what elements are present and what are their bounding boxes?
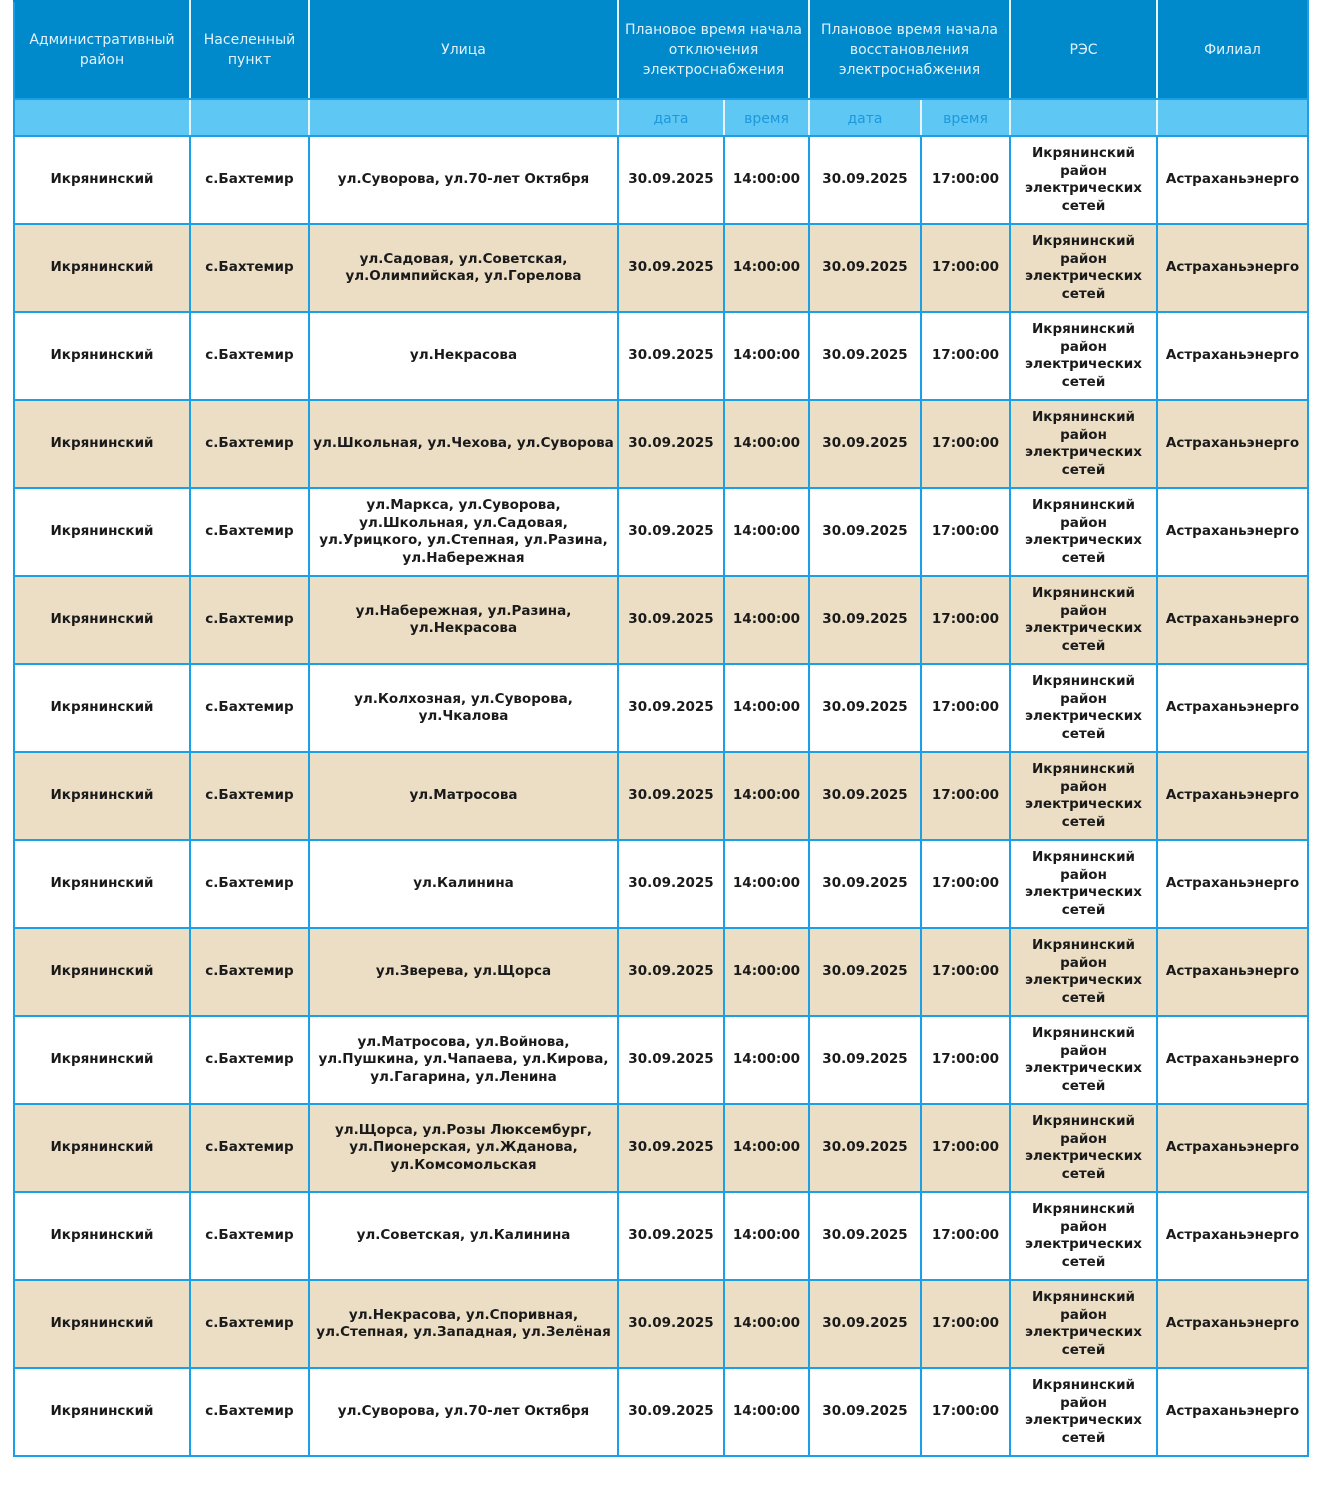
cell-street: ул.Калинина [309, 840, 618, 928]
cell-restore-date: 30.09.2025 [809, 1016, 921, 1104]
cell-outage-time: 14:00:00 [724, 664, 809, 752]
cell-outage-time: 14:00:00 [724, 224, 809, 312]
cell-street: ул.Школьная, ул.Чехова, ул.Суворова [309, 400, 618, 488]
cell-restore-date: 30.09.2025 [809, 224, 921, 312]
cell-res: Икрянинский район электрических сетей [1010, 840, 1157, 928]
cell-branch: Астраханьэнерго [1157, 1368, 1308, 1456]
cell-branch: Астраханьэнерго [1157, 312, 1308, 400]
cell-outage-date: 30.09.2025 [618, 400, 724, 488]
cell-settlement: с.Бахтемир [190, 136, 309, 224]
cell-restore-time: 17:00:00 [921, 840, 1010, 928]
subheader-outage-time: время [724, 99, 809, 136]
cell-res: Икрянинский район электрических сетей [1010, 400, 1157, 488]
cell-res: Икрянинский район электрических сетей [1010, 576, 1157, 664]
cell-restore-date: 30.09.2025 [809, 400, 921, 488]
table-row [14, 136, 1308, 224]
subheader-empty [1010, 99, 1157, 136]
subheader-empty [190, 99, 309, 136]
cell-district: Икрянинский [14, 400, 190, 488]
cell-restore-time: 17:00:00 [921, 1368, 1010, 1456]
cell-outage-date: 30.09.2025 [618, 312, 724, 400]
cell-outage-time: 14:00:00 [724, 840, 809, 928]
cell-settlement: с.Бахтемир [190, 840, 309, 928]
cell-restore-date: 30.09.2025 [809, 488, 921, 576]
cell-settlement: с.Бахтемир [190, 1280, 309, 1368]
cell-outage-time: 14:00:00 [724, 1280, 809, 1368]
cell-street: ул.Щорса, ул.Розы Люксембург, ул.Пионерская, ул.Жданова, ул.Комсомольская [309, 1104, 618, 1192]
cell-outage-date: 30.09.2025 [618, 752, 724, 840]
cell-outage-date: 30.09.2025 [618, 1368, 724, 1456]
header-res: РЭС [1010, 1, 1157, 99]
cell-restore-time: 17:00:00 [921, 1104, 1010, 1192]
header-restore-start: Плановое время начала восстановления электроснабжения [809, 1, 1010, 99]
cell-res: Икрянинский район электрических сетей [1010, 928, 1157, 1016]
cell-restore-time: 17:00:00 [921, 928, 1010, 1016]
cell-street: ул.Матросова [309, 752, 618, 840]
cell-outage-date: 30.09.2025 [618, 840, 724, 928]
header-settlement: Населенный пункт [190, 1, 309, 99]
cell-settlement: с.Бахтемир [190, 400, 309, 488]
table-body [14, 136, 1308, 1456]
header-district: Административный район [14, 1, 190, 99]
outage-table [13, 0, 1309, 1457]
cell-branch: Астраханьэнерго [1157, 576, 1308, 664]
cell-outage-time: 14:00:00 [724, 576, 809, 664]
cell-settlement: с.Бахтемир [190, 576, 309, 664]
cell-outage-time: 14:00:00 [724, 136, 809, 224]
table-row [14, 400, 1308, 488]
cell-outage-time: 14:00:00 [724, 1368, 809, 1456]
cell-street: ул.Некрасова [309, 312, 618, 400]
cell-outage-date: 30.09.2025 [618, 1192, 724, 1280]
cell-outage-date: 30.09.2025 [618, 136, 724, 224]
cell-outage-time: 14:00:00 [724, 752, 809, 840]
cell-restore-date: 30.09.2025 [809, 576, 921, 664]
cell-branch: Астраханьэнерго [1157, 1104, 1308, 1192]
cell-district: Икрянинский [14, 928, 190, 1016]
cell-restore-date: 30.09.2025 [809, 312, 921, 400]
cell-restore-time: 17:00:00 [921, 752, 1010, 840]
cell-restore-time: 17:00:00 [921, 664, 1010, 752]
cell-restore-date: 30.09.2025 [809, 1368, 921, 1456]
cell-res: Икрянинский район электрических сетей [1010, 1280, 1157, 1368]
table-row [14, 928, 1308, 1016]
header-branch: Филиал [1157, 1, 1308, 99]
cell-restore-date: 30.09.2025 [809, 664, 921, 752]
cell-district: Икрянинский [14, 1192, 190, 1280]
table-row [14, 1368, 1308, 1456]
header-street: Улица [309, 1, 618, 99]
cell-res: Икрянинский район электрических сетей [1010, 136, 1157, 224]
table-row [14, 1104, 1308, 1192]
cell-res: Икрянинский район электрических сетей [1010, 1016, 1157, 1104]
cell-settlement: с.Бахтемир [190, 1368, 309, 1456]
cell-outage-time: 14:00:00 [724, 1016, 809, 1104]
cell-outage-time: 14:00:00 [724, 312, 809, 400]
cell-branch: Астраханьэнерго [1157, 224, 1308, 312]
cell-branch: Астраханьэнерго [1157, 752, 1308, 840]
cell-res: Икрянинский район электрических сетей [1010, 1368, 1157, 1456]
cell-restore-date: 30.09.2025 [809, 928, 921, 1016]
cell-res: Икрянинский район электрических сетей [1010, 664, 1157, 752]
cell-restore-time: 17:00:00 [921, 400, 1010, 488]
cell-settlement: с.Бахтемир [190, 312, 309, 400]
cell-street: ул.Суворова, ул.70-лет Октября [309, 1368, 618, 1456]
outage-schedule [13, 0, 1309, 1457]
cell-outage-date: 30.09.2025 [618, 928, 724, 1016]
subheader-restore-time: время [921, 99, 1010, 136]
cell-settlement: с.Бахтемир [190, 1016, 309, 1104]
cell-street: ул.Колхозная, ул.Суворова, ул.Чкалова [309, 664, 618, 752]
cell-res: Икрянинский район электрических сетей [1010, 312, 1157, 400]
cell-outage-time: 14:00:00 [724, 928, 809, 1016]
cell-outage-time: 14:00:00 [724, 400, 809, 488]
cell-district: Икрянинский [14, 576, 190, 664]
table-row [14, 224, 1308, 312]
cell-settlement: с.Бахтемир [190, 664, 309, 752]
cell-outage-date: 30.09.2025 [618, 1016, 724, 1104]
cell-restore-time: 17:00:00 [921, 576, 1010, 664]
cell-outage-date: 30.09.2025 [618, 1104, 724, 1192]
table-row [14, 664, 1308, 752]
cell-street: ул.Садовая, ул.Советская, ул.Олимпийская, ул.Горелова [309, 224, 618, 312]
cell-restore-time: 17:00:00 [921, 312, 1010, 400]
cell-outage-date: 30.09.2025 [618, 576, 724, 664]
cell-district: Икрянинский [14, 1280, 190, 1368]
cell-outage-time: 14:00:00 [724, 488, 809, 576]
cell-settlement: с.Бахтемир [190, 224, 309, 312]
cell-branch: Астраханьэнерго [1157, 928, 1308, 1016]
subheader-empty [309, 99, 618, 136]
header-row [14, 1, 1308, 99]
cell-settlement: с.Бахтемир [190, 1104, 309, 1192]
cell-restore-time: 17:00:00 [921, 224, 1010, 312]
cell-res: Икрянинский район электрических сетей [1010, 224, 1157, 312]
cell-district: Икрянинский [14, 1104, 190, 1192]
cell-branch: Астраханьэнерго [1157, 840, 1308, 928]
cell-street: ул.Некрасова, ул.Споривная, ул.Степная, ул.Западная, ул.Зелёная [309, 1280, 618, 1368]
header-outage-start: Плановое время начала отключения электроснабжения [618, 1, 809, 99]
subheader-restore-date: дата [809, 99, 921, 136]
cell-res: Икрянинский район электрических сетей [1010, 488, 1157, 576]
subheader-empty [14, 99, 190, 136]
table-row [14, 488, 1308, 576]
cell-district: Икрянинский [14, 840, 190, 928]
cell-restore-date: 30.09.2025 [809, 136, 921, 224]
cell-restore-date: 30.09.2025 [809, 1104, 921, 1192]
table-row [14, 1016, 1308, 1104]
table-row [14, 752, 1308, 840]
cell-branch: Астраханьэнерго [1157, 1016, 1308, 1104]
cell-restore-time: 17:00:00 [921, 1016, 1010, 1104]
cell-outage-time: 14:00:00 [724, 1104, 809, 1192]
cell-street: ул.Маркса, ул.Суворова, ул.Школьная, ул.Садовая, ул.Урицкого, ул.Степная, ул.Разина, ул.Набережная [309, 488, 618, 576]
cell-res: Икрянинский район электрических сетей [1010, 1192, 1157, 1280]
cell-outage-time: 14:00:00 [724, 1192, 809, 1280]
cell-district: Икрянинский [14, 224, 190, 312]
table-row [14, 840, 1308, 928]
cell-street: ул.Зверева, ул.Щорса [309, 928, 618, 1016]
cell-outage-date: 30.09.2025 [618, 664, 724, 752]
table-row [14, 312, 1308, 400]
cell-district: Икрянинский [14, 312, 190, 400]
cell-settlement: с.Бахтемир [190, 752, 309, 840]
cell-street: ул.Суворова, ул.70-лет Октября [309, 136, 618, 224]
cell-branch: Астраханьэнерго [1157, 400, 1308, 488]
cell-street: ул.Советская, ул.Калинина [309, 1192, 618, 1280]
table-row [14, 576, 1308, 664]
cell-res: Икрянинский район электрических сетей [1010, 1104, 1157, 1192]
cell-district: Икрянинский [14, 664, 190, 752]
cell-res: Икрянинский район электрических сетей [1010, 752, 1157, 840]
cell-restore-time: 17:00:00 [921, 1280, 1010, 1368]
cell-district: Икрянинский [14, 488, 190, 576]
cell-branch: Астраханьэнерго [1157, 664, 1308, 752]
cell-restore-date: 30.09.2025 [809, 1192, 921, 1280]
cell-restore-date: 30.09.2025 [809, 752, 921, 840]
cell-settlement: с.Бахтемир [190, 1192, 309, 1280]
cell-street: ул.Набережная, ул.Разина, ул.Некрасова [309, 576, 618, 664]
cell-restore-time: 17:00:00 [921, 488, 1010, 576]
cell-district: Икрянинский [14, 136, 190, 224]
cell-restore-time: 17:00:00 [921, 136, 1010, 224]
table-row [14, 1280, 1308, 1368]
cell-restore-date: 30.09.2025 [809, 1280, 921, 1368]
subheader-outage-date: дата [618, 99, 724, 136]
cell-district: Икрянинский [14, 1016, 190, 1104]
cell-street: ул.Матросова, ул.Войнова, ул.Пушкина, ул.Чапаева, ул.Кирова, ул.Гагарина, ул.Ленина [309, 1016, 618, 1104]
cell-settlement: с.Бахтемир [190, 928, 309, 1016]
subheader-empty [1157, 99, 1308, 136]
cell-outage-date: 30.09.2025 [618, 1280, 724, 1368]
cell-settlement: с.Бахтемир [190, 488, 309, 576]
table-header [14, 1, 1308, 136]
table-row [14, 1192, 1308, 1280]
cell-district: Икрянинский [14, 752, 190, 840]
cell-restore-time: 17:00:00 [921, 1192, 1010, 1280]
cell-branch: Астраханьэнерго [1157, 1192, 1308, 1280]
cell-branch: Астраханьэнерго [1157, 488, 1308, 576]
subheader-row [14, 99, 1308, 136]
cell-outage-date: 30.09.2025 [618, 224, 724, 312]
cell-branch: Астраханьэнерго [1157, 136, 1308, 224]
cell-district: Икрянинский [14, 1368, 190, 1456]
cell-outage-date: 30.09.2025 [618, 488, 724, 576]
cell-restore-date: 30.09.2025 [809, 840, 921, 928]
cell-branch: Астраханьэнерго [1157, 1280, 1308, 1368]
